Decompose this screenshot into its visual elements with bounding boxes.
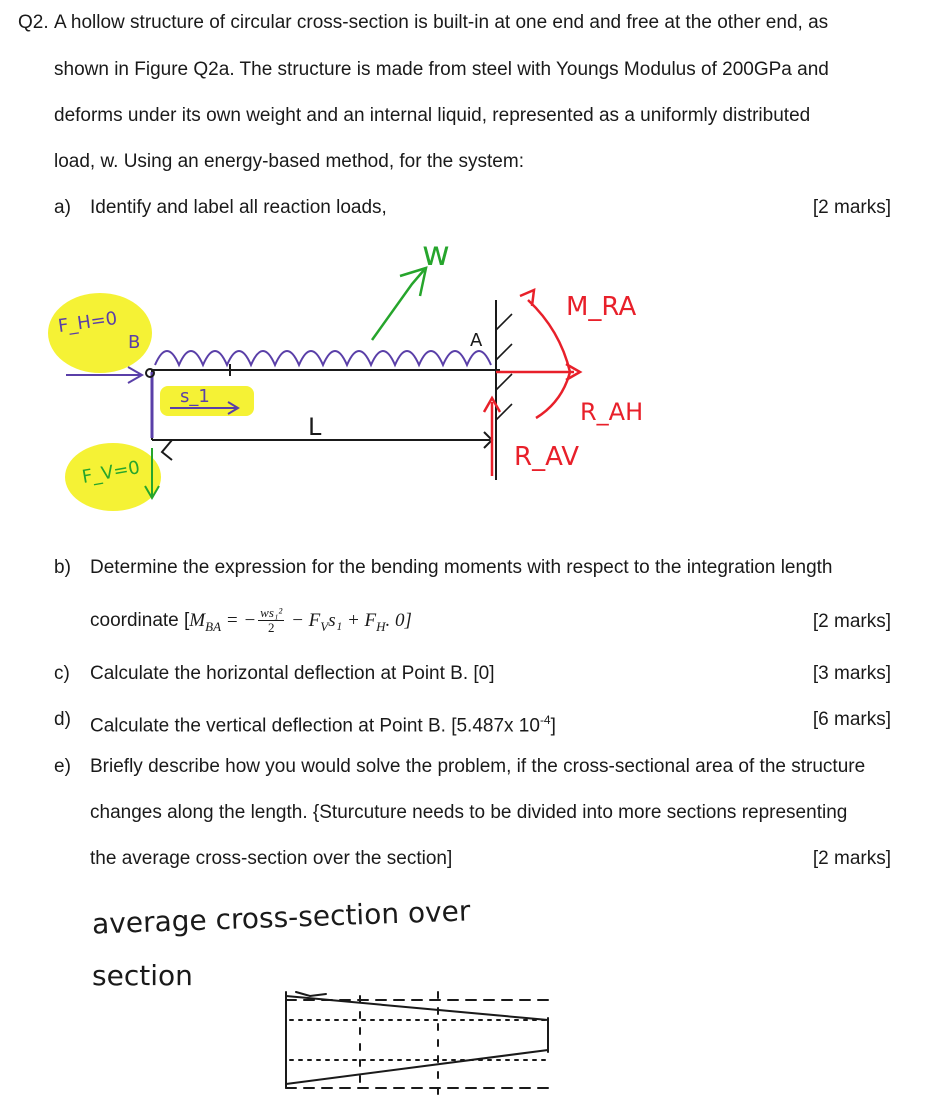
part-e-line1: Briefly describe how you would solve the problem, if the cross-sectional area of the structure [90, 756, 866, 777]
formula-s: s₁ + F [328, 610, 377, 631]
part-e-line2: changes along the length. {Sturcuture needs to be divided into more sections representing [90, 802, 848, 823]
intro-line-4: load, w. Using an energy-based method, for the system: [54, 151, 524, 172]
label-load-w: w [422, 234, 450, 274]
part-a-letter: a) [54, 197, 71, 218]
part-b-formula [90, 604, 412, 644]
part-c-letter: c) [54, 663, 70, 684]
frac-num: ws₁² [260, 605, 283, 621]
part-b-marks: [2 marks] [812, 611, 891, 632]
label-s1: s_1 [180, 386, 210, 407]
part-b-prefix: coordinate [ [90, 610, 190, 631]
part-d-before: Calculate the vertical deflection at Point B. [5.487x 10 [90, 715, 540, 737]
label-rav: R_AV [514, 442, 579, 472]
fh-sub: H [376, 618, 386, 634]
formula-eq: = − [221, 610, 257, 631]
part-e-line3: the average cross-section over the section] [90, 848, 453, 869]
part-d-exp: -4 [539, 713, 551, 727]
fv-sub: V [320, 618, 329, 634]
frac-den: 2 [268, 620, 275, 636]
part-e-marks: [2 marks] [812, 848, 891, 869]
intro-line-2: shown in Figure Q2a. The structure is made from steel with Youngs Modulus of 200GPa and [54, 59, 829, 80]
part-d-marks: [6 marks] [812, 709, 891, 730]
part-e-letter: e) [54, 756, 71, 777]
part-c-marks: [3 marks] [812, 663, 891, 684]
formula-lhs-sub: BA [205, 618, 222, 634]
part-d-after: ] [550, 715, 556, 737]
handwritten-note-line2: section [92, 959, 193, 992]
question-number: Q2. [18, 12, 49, 33]
formula-end: . 0] [385, 610, 412, 631]
formula-lhs: M [189, 610, 206, 631]
intro-line-3: deforms under its own weight and an internal liquid, represented as a uniformly distributed [54, 105, 811, 126]
part-a-text: Identify and label all reaction loads, [90, 197, 387, 218]
part-b-line1: Determine the expression for the bending moments with respect to the integration length [90, 557, 833, 578]
part-c-text: Calculate the horizontal deflection at Point B. [0] [90, 663, 495, 684]
label-point-b: B [128, 332, 141, 353]
formula-rest: − F [286, 610, 321, 631]
label-fh: F_H=0 [56, 307, 119, 338]
label-length: L [308, 413, 322, 441]
intro-line-1: A hollow structure of circular cross-section is built-in at one end and free at the other end, as [54, 12, 829, 33]
label-rah: R_AH [580, 398, 644, 426]
label-fv: F_V=0 [80, 457, 142, 488]
handwritten-note-line1: average cross-section over [91, 894, 471, 941]
part-d-letter: d) [54, 709, 71, 730]
part-b-letter: b) [54, 557, 71, 578]
label-point-a: A [470, 330, 483, 351]
formula-fraction [258, 606, 284, 635]
part-d-text [90, 709, 556, 737]
label-moment: M_RA [566, 292, 637, 322]
part-a-marks: [2 marks] [812, 197, 891, 218]
